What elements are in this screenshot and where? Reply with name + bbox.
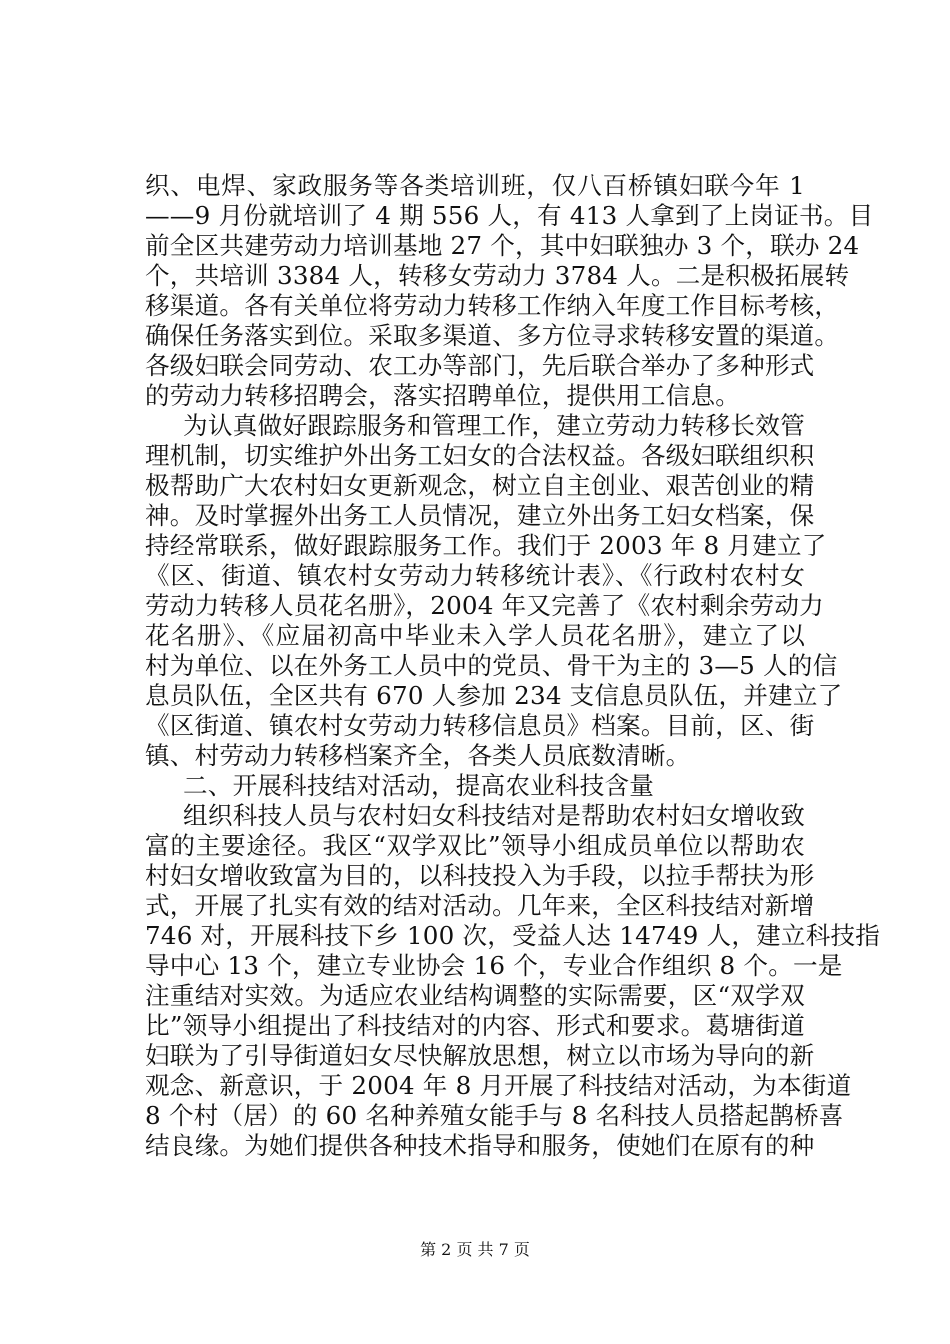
text-line: 村为单位、以在外务工人员中的党员、骨干为主的 3—5 人的信 xyxy=(145,651,838,680)
text-line: 前全区共建劳动力培训基地 27 个，其中妇联独办 3 个，联办 24 xyxy=(145,231,860,260)
text-line: 确保任务落实到位。采取多渠道、多方位寻求转移安置的渠道。 xyxy=(145,321,840,350)
text-line: 746 对，开展科技下乡 100 次，受益人达 14749 人，建立科技指 xyxy=(145,921,881,950)
text-line: 极帮助广大农村妇女更新观念，树立自主创业、艰苦创业的精 xyxy=(145,471,815,500)
text-line: 比”领导小组提出了科技结对的内容、形式和要求。葛塘街道 xyxy=(145,1011,805,1040)
page-footer xyxy=(0,1240,950,1260)
section-heading: 二、开展科技结对活动，提高农业科技含量 xyxy=(183,771,655,800)
text-line: 导中心 13 个，建立专业协会 16 个，专业合作组织 8 个。一是 xyxy=(145,951,843,980)
text-line: 妇联为了引导街道妇女尽快解放思想，树立以市场为导向的新 xyxy=(145,1041,815,1070)
text-line: 注重结对实效。为适应农业结构调整的实际需要，区“双学双 xyxy=(145,981,805,1010)
text-line: 神。及时掌握外出务工人员情况，建立外出务工妇女档案，保 xyxy=(145,501,815,530)
text-line: 村妇女增收致富为目的，以科技投入为手段，以拉手帮扶为形 xyxy=(145,861,815,890)
text-line: 移渠道。各有关单位将劳动力转移工作纳入年度工作目标考核， xyxy=(145,291,840,320)
text-line: 结良缘。为她们提供各种技术指导和服务，使她们在原有的种 xyxy=(145,1131,815,1160)
page-number: 第 2 页 共 7 页 xyxy=(420,1240,530,1259)
text-line: 织、电焊、家政服务等各类培训班，仅八百桥镇妇联今年 1 xyxy=(145,171,805,200)
text-line: 8 个村（居）的 60 名种养殖女能手与 8 名科技人员搭起鹊桥喜 xyxy=(145,1101,844,1130)
text-line: 个，共培训 3384 人，转移女劳动力 3784 人。二是积极拓展转 xyxy=(145,261,850,290)
text-line: 《区、街道、镇农村女劳动力转移统计表》、《行政村农村女 xyxy=(145,561,805,590)
paragraph-start-line: 组织科技人员与农村妇女科技结对是帮助农村妇女增收致 xyxy=(183,801,805,830)
text-line: 各级妇联会同劳动、农工办等部门，先后联合举办了多种形式 xyxy=(145,351,815,380)
text-line: 镇、村劳动力转移档案齐全，各类人员底数清晰。 xyxy=(145,741,691,770)
text-line: 持经常联系，做好跟踪服务工作。我们于 2003 年 8 月建立了 xyxy=(145,531,827,560)
document-body xyxy=(145,171,881,1161)
text-line: 花名册》、《应届初高中毕业未入学人员花名册》，建立了以 xyxy=(145,621,805,650)
text-line: 富的主要途径。我区“双学双比”领导小组成员单位以帮助农 xyxy=(145,831,805,860)
text-line: 《区街道、镇农村女劳动力转移信息员》档案。目前，区、街 xyxy=(145,711,815,740)
text-line: 观念、新意识，于 2004 年 8 月开展了科技结对活动，为本街道 xyxy=(145,1071,852,1100)
text-line: ——9 月份就培训了 4 期 556 人，有 413 人拿到了上岗证书。目 xyxy=(145,201,874,230)
text-line: 息员队伍，全区共有 670 人参加 234 支信息员队伍，并建立了 xyxy=(145,681,843,710)
text-line: 理机制，切实维护外出务工妇女的合法权益。各级妇联组织积 xyxy=(145,441,815,470)
text-line: 劳动力转移人员花名册》，2004 年又完善了《农村剩余劳动力 xyxy=(145,591,824,620)
paragraph-start-line: 为认真做好跟踪服务和管理工作，建立劳动力转移长效管 xyxy=(183,411,805,440)
text-line: 的劳动力转移招聘会，落实招聘单位，提供用工信息。 xyxy=(145,381,741,410)
text-line: 式，开展了扎实有效的结对活动。几年来，全区科技结对新增 xyxy=(145,891,815,920)
